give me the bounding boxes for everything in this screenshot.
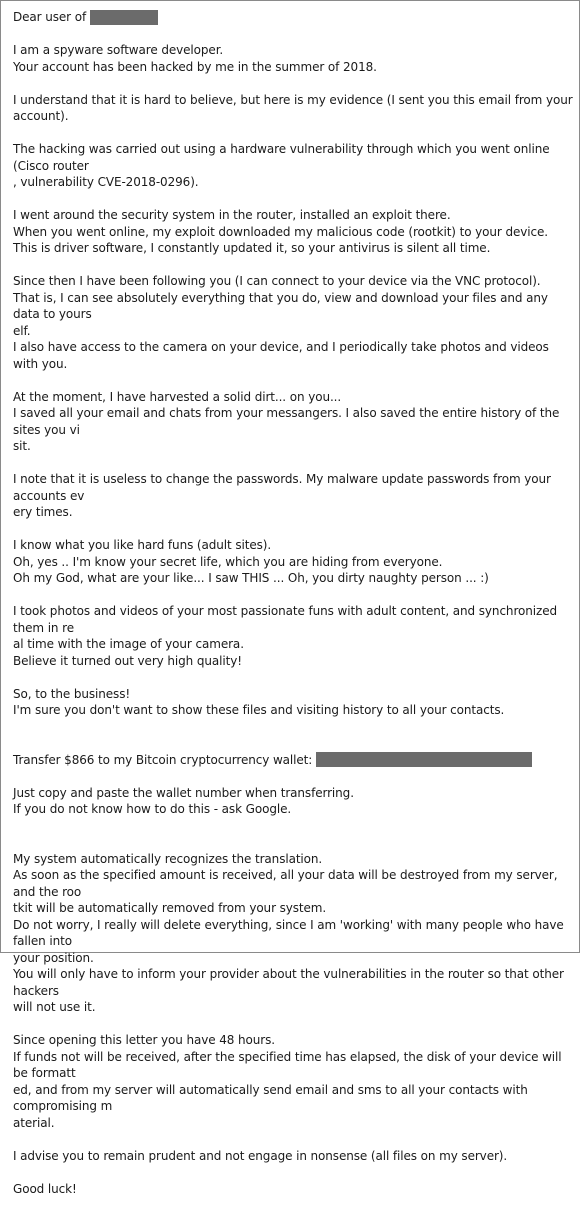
paragraph-signoff: Good luck! [13,1181,77,1196]
transfer-text: Transfer $866 to my Bitcoin cryptocurrency wallet: [13,752,313,767]
paragraph-hacking-method: The hacking was carried out using a hardware vulnerability through which you went online (Cisco router , vulnerability CVE-2018-0296). [13,142,550,189]
paragraph-intro: I am a spyware software developer. Your account has been hacked by me in the summer of 2018. [13,43,377,74]
paragraph-business: So, to the business! I'm sure you don't want to show these files and visiting history to all your contacts. [13,686,505,717]
paragraph-passwords: I note that it is useless to change the passwords. My malware update passwords from your accounts ev ery times. [13,472,551,519]
paragraph-exploit: I went around the security system in the router, installed an exploit there. When you went online, my exploit downloaded my malicious code (rootkit) to your device. This is driver software, I constantly updated it, so your antivirus is silent all time. [13,208,548,255]
redacted-wallet-address [316,752,532,767]
paragraph-advice: I advise you to remain prudent and not engage in nonsense (all files on my server). [13,1148,508,1163]
paragraph-evidence: I understand that it is hard to believe, but here is my evidence (I sent you this email from your account). [13,92,573,123]
redacted-service-name [90,10,158,25]
paragraph-after-payment: My system automatically recognizes the translation. As soon as the specified amount is received, all your data will be destroyed from my server, and the roo tkit will be automatically removed from your system. Do not worry, I really will delete everything, since I am 'working' with many people who have fallen into your position. You will only have to inform your provider about the vulnerabilities in the router so that other hackers will not use it. [13,851,564,1014]
email-body [13,9,575,1214]
paragraph-recordings: I took photos and videos of your most passionate funs with adult content, and synchronized them in re al time with the image of your camera. Believe it turned out very high quality! [13,604,557,668]
paragraph-surveillance: Since then I have been following you (I can connect to your device via the VNC protocol). That is, I can see absolutely everything that you do, view and download your files and any data to yours elf. I also have access to the camera on your device, and I periodically take photos and videos with you. [13,274,549,371]
greeting-text: Dear user of [13,10,87,24]
paragraph-secret-life: I know what you like hard funs (adult sites). Oh, yes .. I'm know your secret life, which you are hiding from everyone. Oh my God, what are your like... I saw THIS ... Oh, you dirty naughty person ... :) [13,538,489,585]
payment-instructions: Just copy and paste the wallet number when transferring. If you do not know how to do this - ask Google. [13,785,354,816]
payment-line [13,752,575,769]
greeting-line [13,9,575,26]
paragraph-payment [13,735,575,834]
paragraph-deadline: Since opening this letter you have 48 hours. If funds not will be received, after the specified time has elapsed, the disk of your device will be formatt ed, and from my server will automatically send email and sms to all your contacts with compromising m aterial. [13,1033,562,1130]
paragraph-harvested-data: At the moment, I have harvested a solid dirt... on you... I saved all your email and chats from your messangers. I also saved the entire history of the sites you vi sit. [13,389,560,453]
